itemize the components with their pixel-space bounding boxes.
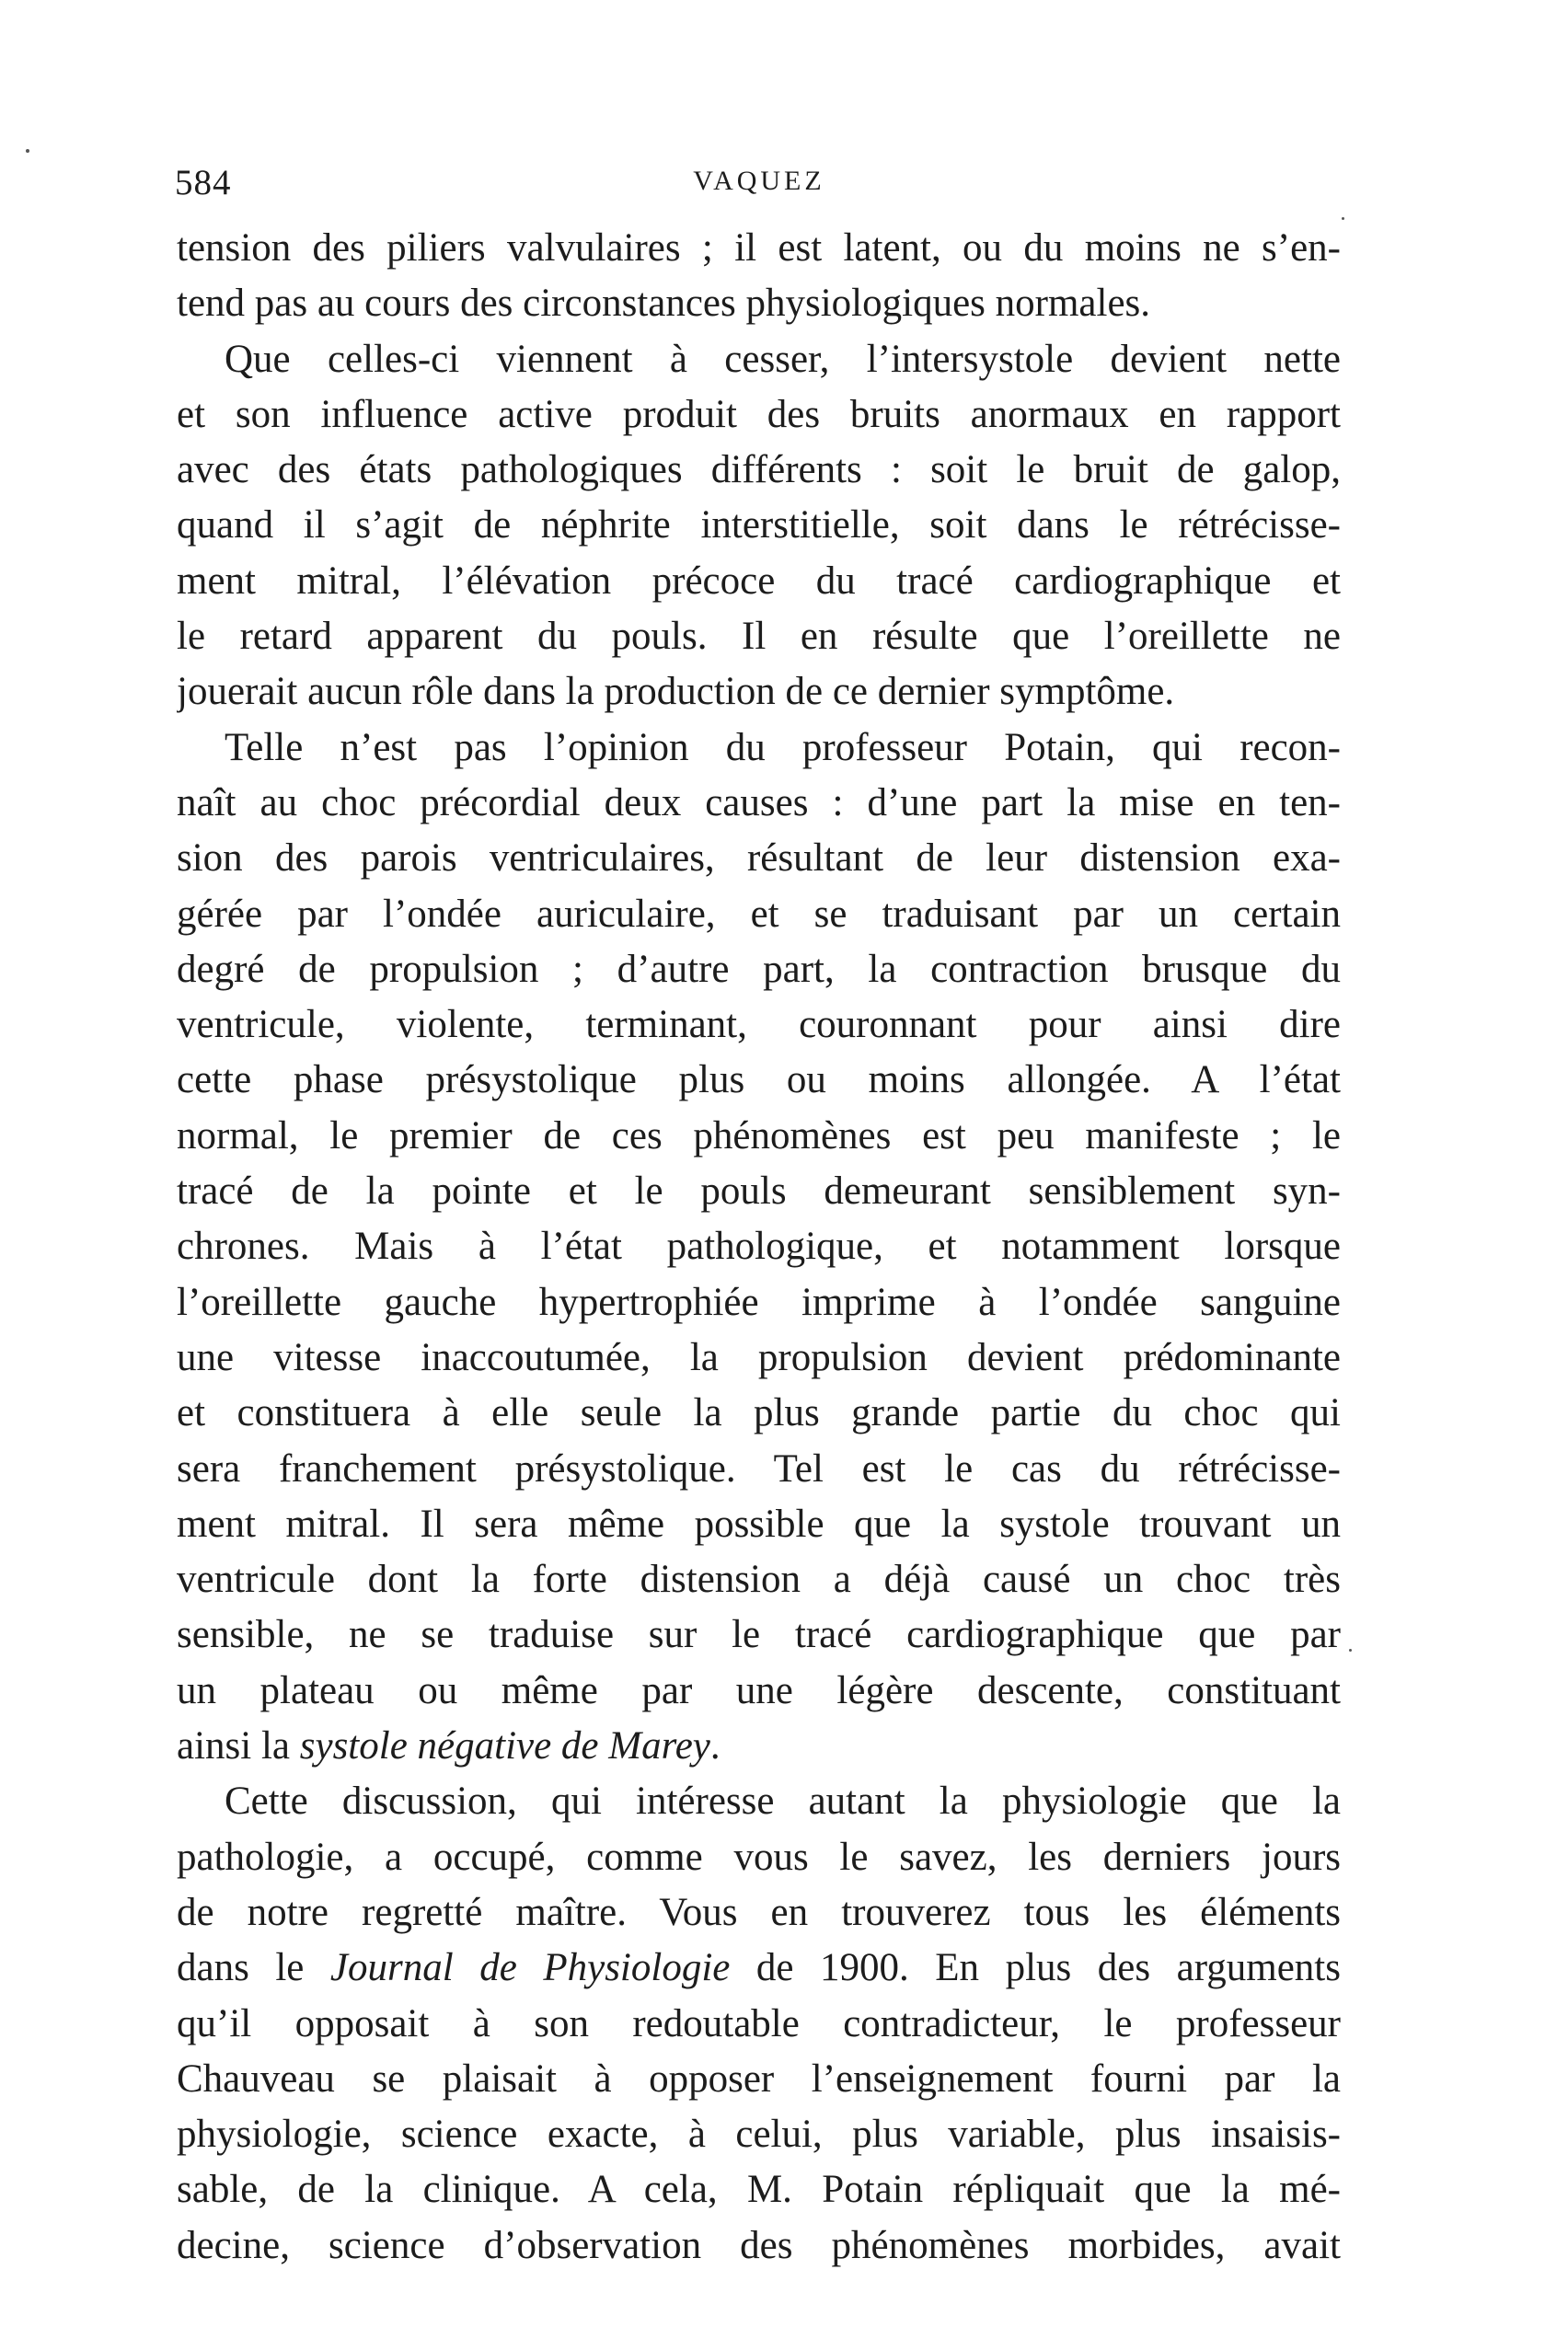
text-line <box>177 1774 1341 1829</box>
text-line <box>177 1275 1341 1331</box>
text-line <box>177 1109 1341 1164</box>
text-segment: l’oreillette gauche hypertrophiée imprime à l’ondée sanguine <box>177 1280 1341 1324</box>
text-line <box>177 1607 1341 1663</box>
text-line <box>177 1719 1341 1774</box>
text-line <box>177 443 1341 498</box>
text-segment: dans le <box>177 1946 330 1990</box>
text-segment: tracé de la pointe et le pouls demeurant sensiblement syn- <box>177 1169 1341 1214</box>
running-head: VAQUEZ <box>693 166 825 196</box>
text-line <box>177 942 1341 997</box>
text-segment: Chauveau se plaisait à opposer l’enseignement fourni par la <box>177 2056 1341 2101</box>
text-segment: chrones. Mais à l’état pathologique, et notamment lorsque <box>177 1225 1341 1269</box>
scan-speck <box>1349 1649 1352 1652</box>
text-segment: sion des parois ventriculaires, résultant de leur distension exa- <box>177 836 1341 881</box>
text-segment: tension des piliers valvulaires ; il est latent, ou du moins ne s’en- <box>177 226 1341 270</box>
text-segment: naît au choc précordial deux causes : d’une part la mise en ten- <box>177 780 1341 824</box>
text-segment: gérée par l’ondée auriculaire, et se traduisant par un certain <box>177 892 1341 936</box>
text-line <box>177 387 1341 443</box>
text-segment: jouerait aucun rôle dans la production de ce dernier symptôme. <box>177 670 1175 714</box>
text-segment: ment mitral, l’élévation précoce du tracé cardiographique et <box>177 559 1341 603</box>
italic-text: Journal de Physiologie <box>329 1946 731 1990</box>
text-line <box>177 1053 1341 1108</box>
text-segment: decine, science d’observation des phénomènes morbides, avait <box>177 2223 1341 2267</box>
text-line <box>177 776 1341 831</box>
text-segment: physiologie, science exacte, à celui, plus variable, plus insaisis- <box>177 2113 1341 2157</box>
text-segment: sera franchement présystolique. Tel est le cas du rétrécisse- <box>177 1446 1341 1491</box>
scan-speck <box>1342 217 1344 220</box>
text-line <box>177 664 1341 720</box>
text-segment: ainsi la <box>177 1724 300 1768</box>
text-segment: ment mitral. Il sera même possible que la systole trouvant un <box>177 1502 1341 1546</box>
text-segment: un plateau ou même par une légère descente, constituant <box>177 1668 1341 1712</box>
text-line <box>177 2162 1341 2218</box>
text-segment: ventricule, violente, terminant, couronnant pour ainsi dire <box>177 1003 1341 1047</box>
text-segment: sensible, ne se traduise sur le tracé cardiographique que par <box>177 1613 1341 1657</box>
text-segment: cette phase présystolique plus ou moins allongée. A l’état <box>177 1058 1341 1102</box>
text-segment: et son influence active produit des bruits anormaux en rapport <box>177 392 1341 436</box>
text-line <box>177 720 1341 776</box>
italic-text: systole négative de Marey <box>299 1724 710 1768</box>
text-line <box>177 554 1341 609</box>
text-line <box>177 1885 1341 1941</box>
text-segment: Cette discussion, qui intéresse autant la physiologie que la <box>225 1780 1341 1824</box>
text-line <box>177 997 1341 1053</box>
text-segment: Telle n’est pas l’opinion du professeur Potain, qui recon- <box>225 725 1341 769</box>
text-line <box>177 1331 1341 1386</box>
page-header <box>175 162 1343 208</box>
scan-speck <box>26 149 29 153</box>
text-segment: normal, le premier de ces phénomènes est peu manifeste ; le <box>177 1113 1341 1158</box>
page-number: 584 <box>175 163 232 202</box>
text-line <box>177 1830 1341 1885</box>
text-segment: pathologie, a occupé, comme vous le savez, les derniers jours <box>177 1835 1341 1879</box>
text-line <box>177 1497 1341 1552</box>
text-segment: de notre regretté maître. Vous en trouverez tous les éléments <box>177 1890 1341 1934</box>
body-text <box>177 221 1341 2274</box>
text-segment: sable, de la clinique. A cela, M. Potain répliquait que la mé- <box>177 2168 1341 2212</box>
text-segment: degré de propulsion ; d’autre part, la contraction brusque du <box>177 947 1341 991</box>
text-segment: Que celles-ci viennent à cesser, l’intersystole devient nette <box>225 337 1341 381</box>
text-segment: tend pas au cours des circonstances physiologiques normales. <box>177 282 1151 326</box>
text-line <box>177 2107 1341 2162</box>
text-line <box>177 2218 1341 2274</box>
text-line <box>177 498 1341 553</box>
text-segment: qu’il opposait à son redoutable contradicteur, le professeur <box>177 2001 1341 2045</box>
text-segment: quand il s’agit de néphrite interstitielle, soit dans le rétrécisse- <box>177 503 1341 547</box>
text-segment: et constituera à elle seule la plus grande partie du choc qui <box>177 1391 1341 1435</box>
text-line <box>177 1219 1341 1274</box>
text-line <box>177 2052 1341 2107</box>
text-line <box>177 221 1341 276</box>
text-line <box>177 1664 1341 1719</box>
text-segment: ventricule dont la forte distension a déjà causé un choc très <box>177 1558 1341 1602</box>
text-line <box>177 1442 1341 1497</box>
text-segment: une vitesse inaccoutumée, la propulsion devient prédominante <box>177 1335 1341 1379</box>
text-line <box>177 887 1341 942</box>
text-line <box>177 1552 1341 1607</box>
text-line <box>177 332 1341 387</box>
text-line <box>177 1997 1341 2052</box>
text-segment: . <box>709 1724 721 1768</box>
text-line <box>177 276 1341 331</box>
text-line <box>177 1941 1341 1996</box>
text-segment: avec des états pathologiques différents : soit le bruit de galop, <box>177 448 1341 492</box>
text-segment: le retard apparent du pouls. Il en résulte que l’oreillette ne <box>177 615 1341 659</box>
text-line <box>177 609 1341 664</box>
text-segment: de 1900. En plus des arguments <box>730 1946 1341 1990</box>
text-line <box>177 1386 1341 1441</box>
text-line <box>177 831 1341 886</box>
text-line <box>177 1164 1341 1219</box>
